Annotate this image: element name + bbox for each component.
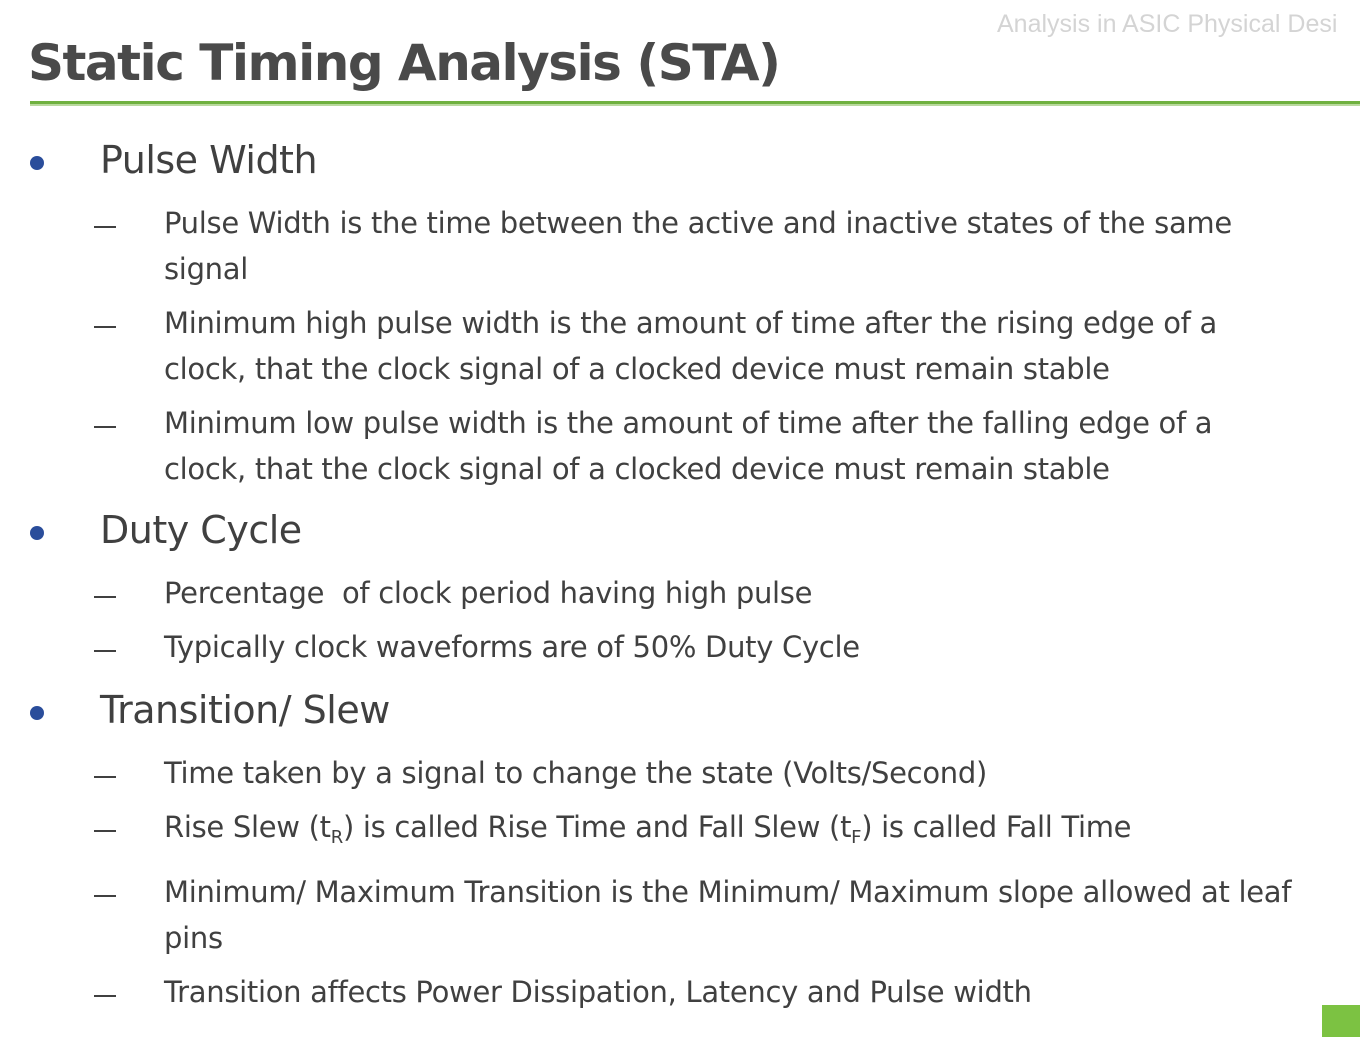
sub-list bbox=[0, 570, 1360, 670]
sub-item bbox=[0, 570, 1360, 616]
dash-icon bbox=[94, 650, 116, 652]
text-part: Rise Slew (t bbox=[164, 810, 331, 844]
section-duty-cycle bbox=[0, 500, 1360, 680]
section-transition-slew bbox=[0, 680, 1360, 1015]
bullet-heading-row bbox=[0, 500, 1360, 570]
sub-item-text: Pulse Width is the time between the active and inactive states of the same signal bbox=[164, 206, 1232, 286]
dash-icon bbox=[94, 995, 116, 997]
sub-item bbox=[0, 804, 1360, 861]
sub-item-text: Percentage of clock period having high pulse bbox=[164, 576, 813, 610]
bullet-heading: Transition/ Slew bbox=[100, 688, 390, 732]
dash-icon bbox=[94, 776, 116, 778]
subscript: R bbox=[330, 827, 343, 848]
bullet-dot-icon bbox=[30, 156, 44, 170]
sub-item-text: Transition affects Power Dissipation, Latency and Pulse width bbox=[164, 975, 1032, 1009]
sub-item bbox=[0, 869, 1360, 961]
section-pulse-width bbox=[0, 130, 1360, 500]
slide-title: Static Timing Analysis (STA) bbox=[28, 34, 780, 92]
sub-item-text: Time taken by a signal to change the state (Volts/Second) bbox=[164, 756, 987, 790]
sub-item bbox=[0, 624, 1360, 670]
bullet-dot-icon bbox=[30, 706, 44, 720]
text-part: ) is called Rise Time and Fall Slew (t bbox=[342, 810, 852, 844]
dash-icon bbox=[94, 226, 116, 228]
sub-item bbox=[0, 400, 1360, 492]
dash-icon bbox=[94, 830, 116, 832]
header-tag: Analysis in ASIC Physical Desi bbox=[997, 10, 1338, 38]
text-part: ) is called Fall Time bbox=[861, 810, 1132, 844]
sub-list bbox=[0, 750, 1360, 1015]
sub-item bbox=[0, 300, 1360, 392]
sub-item bbox=[0, 969, 1360, 1015]
title-underline bbox=[30, 101, 1360, 106]
sub-item bbox=[0, 200, 1360, 292]
sub-item-text bbox=[164, 810, 1132, 848]
bullet-heading: Duty Cycle bbox=[100, 508, 302, 552]
slide-content bbox=[0, 130, 1360, 1023]
bullet-heading-row bbox=[0, 680, 1360, 750]
sub-item-text: Minimum high pulse width is the amount of time after the rising edge of a clock, that the clock signal of a clocked device must remain stable bbox=[164, 306, 1217, 386]
sub-item bbox=[0, 750, 1360, 796]
bullet-dot-icon bbox=[30, 526, 44, 540]
sub-item-text: Typically clock waveforms are of 50% Duty Cycle bbox=[164, 630, 860, 664]
bullet-heading: Pulse Width bbox=[100, 138, 318, 182]
dash-icon bbox=[94, 426, 116, 428]
sub-item-text: Minimum/ Maximum Transition is the Minimum/ Maximum slope allowed at leaf pins bbox=[164, 875, 1292, 955]
sub-item-text: Minimum low pulse width is the amount of time after the falling edge of a clock, that the clock signal of a clocked device must remain stable bbox=[164, 406, 1213, 486]
bullet-heading-row bbox=[0, 130, 1360, 200]
corner-accent-block bbox=[1322, 1005, 1360, 1037]
dash-icon bbox=[94, 326, 116, 328]
sub-list bbox=[0, 200, 1360, 492]
dash-icon bbox=[94, 895, 116, 897]
dash-icon bbox=[94, 596, 116, 598]
subscript: F bbox=[851, 827, 862, 848]
